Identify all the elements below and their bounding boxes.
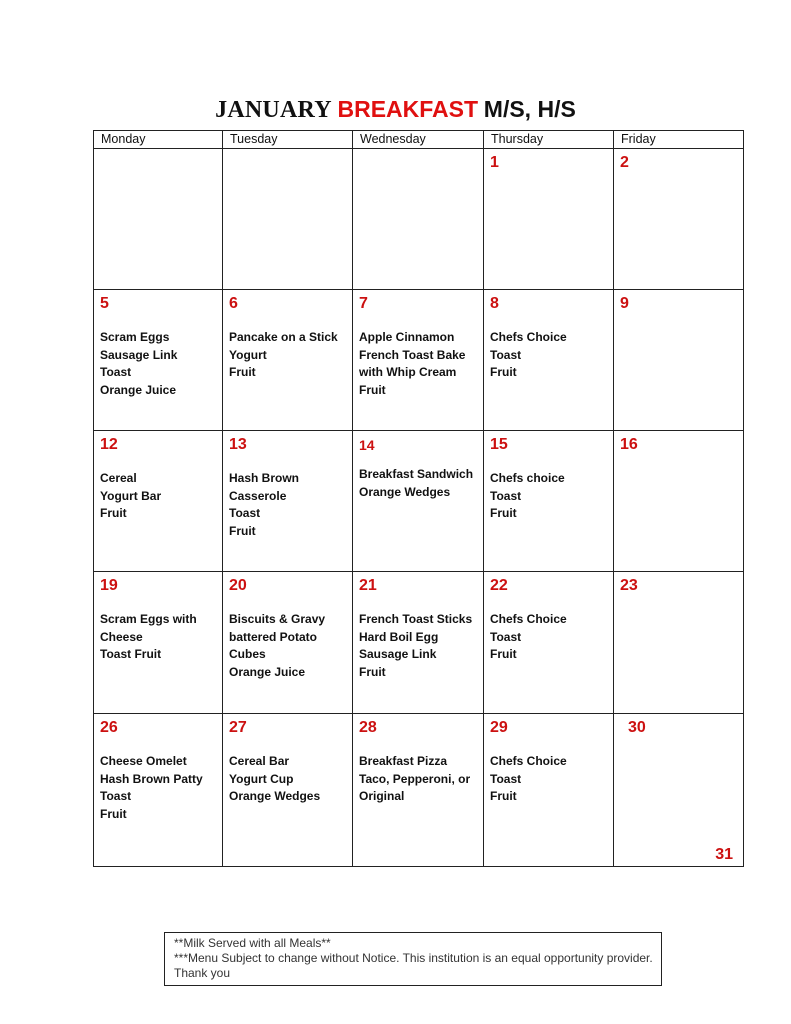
menu-item: Biscuits & Gravy bbox=[229, 612, 326, 626]
weekday-header: Thursday bbox=[484, 131, 614, 149]
day-number: 9 bbox=[620, 295, 629, 312]
day-cell bbox=[614, 290, 744, 431]
day-cell bbox=[484, 572, 614, 714]
menu-item: Hash Brown bbox=[229, 471, 300, 485]
weekday-header: Monday bbox=[94, 131, 223, 149]
week-row bbox=[94, 290, 744, 431]
menu-item: Fruit bbox=[490, 506, 517, 520]
menu-items bbox=[359, 329, 477, 399]
day-cell bbox=[484, 431, 614, 572]
menu-item: Orange Wedges bbox=[229, 789, 321, 803]
menu-item: battered Potato bbox=[229, 629, 318, 644]
menu-items bbox=[359, 466, 477, 501]
day-cell bbox=[484, 149, 614, 290]
menu-item: Yogurt Cup bbox=[229, 771, 294, 786]
menu-items bbox=[229, 329, 346, 382]
week-row bbox=[94, 149, 744, 290]
menu-item: Orange Juice bbox=[100, 382, 177, 397]
menu-item: Chefs Choice bbox=[490, 330, 567, 344]
menu-item: Cubes bbox=[229, 647, 266, 661]
menu-item: Yogurt Bar bbox=[100, 488, 162, 503]
day-cell bbox=[614, 572, 744, 714]
menu-item: Fruit bbox=[229, 365, 256, 379]
menu-items bbox=[359, 753, 477, 806]
menu-item: Fruit bbox=[100, 806, 127, 821]
day-number: 15 bbox=[490, 436, 508, 453]
day-number: 23 bbox=[620, 577, 638, 594]
menu-calendar bbox=[93, 130, 744, 867]
menu-item: Apple Cinnamon bbox=[359, 330, 455, 344]
menu-item: with Whip Cream bbox=[359, 365, 457, 379]
weekday-header: Tuesday bbox=[223, 131, 353, 149]
day-cell bbox=[614, 149, 744, 290]
menu-item: Original bbox=[359, 789, 405, 803]
menu-item: Orange Wedges bbox=[359, 484, 451, 499]
menu-item: Chefs Choice bbox=[490, 612, 567, 626]
day-number: 7 bbox=[359, 295, 368, 312]
menu-item: Toast bbox=[490, 771, 522, 786]
day-number: 29 bbox=[490, 719, 508, 736]
menu-item: Pancake on a Stick bbox=[229, 330, 338, 344]
day-cell bbox=[223, 714, 353, 867]
day-number: 21 bbox=[359, 577, 377, 594]
menu-item: Cereal bbox=[100, 471, 137, 485]
menu-item: Sausage Link bbox=[359, 647, 437, 661]
day-number: 1 bbox=[490, 154, 499, 171]
menu-item: Chefs choice bbox=[490, 471, 565, 485]
menu-items bbox=[100, 329, 216, 399]
menu-item: Scram Eggs with bbox=[100, 612, 197, 626]
day-number-31: 31 bbox=[715, 846, 733, 863]
day-number: 8 bbox=[490, 295, 499, 312]
day-cell bbox=[484, 290, 614, 431]
menu-items bbox=[490, 611, 607, 664]
day-cell bbox=[353, 149, 484, 290]
menu-item: Taco, Pepperoni, or bbox=[359, 771, 471, 786]
menu-item: Toast bbox=[490, 629, 522, 644]
weekday-header-row bbox=[94, 131, 744, 149]
milk-note: **Milk Served with all Meals** bbox=[174, 936, 331, 950]
menu-items bbox=[100, 611, 216, 664]
menu-notes bbox=[164, 932, 662, 986]
day-number: 19 bbox=[100, 577, 118, 594]
day-number: 27 bbox=[229, 719, 247, 736]
day-cell bbox=[353, 431, 484, 572]
menu-item: Breakfast Pizza bbox=[359, 754, 448, 768]
menu-items bbox=[490, 753, 607, 806]
day-cell bbox=[614, 431, 744, 572]
day-cell bbox=[353, 572, 484, 714]
day-cell bbox=[614, 714, 744, 867]
day-cell bbox=[484, 714, 614, 867]
day-number: 20 bbox=[229, 577, 247, 594]
page-title bbox=[0, 96, 791, 124]
menu-item: Toast bbox=[490, 347, 522, 362]
day-number: 28 bbox=[359, 719, 377, 736]
menu-item: Toast bbox=[490, 488, 522, 503]
day-number: 6 bbox=[229, 295, 238, 312]
menu-items bbox=[490, 470, 607, 523]
day-cell bbox=[223, 149, 353, 290]
menu-item: Toast bbox=[229, 506, 261, 520]
day-cell bbox=[94, 431, 223, 572]
day-number: 16 bbox=[620, 436, 638, 453]
day-number: 22 bbox=[490, 577, 508, 594]
menu-item: Fruit bbox=[359, 664, 386, 679]
week-row bbox=[94, 714, 744, 867]
title-month: JANUARY bbox=[215, 97, 332, 123]
menu-item: Casserole bbox=[229, 488, 287, 503]
day-cell bbox=[94, 714, 223, 867]
menu-item: Breakfast Sandwich bbox=[359, 467, 474, 481]
menu-item: Sausage Link bbox=[100, 347, 178, 362]
menu-item: Cheese Omelet bbox=[100, 754, 187, 768]
title-schools: M/S, H/S bbox=[483, 96, 576, 122]
menu-item: Fruit bbox=[359, 382, 386, 397]
menu-items bbox=[100, 470, 216, 523]
day-number: 5 bbox=[100, 295, 109, 312]
weekday-header: Friday bbox=[614, 131, 744, 149]
menu-item: Hard Boil Egg bbox=[359, 629, 439, 644]
menu-items bbox=[229, 611, 346, 681]
day-cell bbox=[353, 714, 484, 867]
day-number: 14 bbox=[359, 437, 375, 453]
menu-item: Cereal Bar bbox=[229, 754, 290, 768]
day-number: 13 bbox=[229, 436, 247, 453]
menu-items bbox=[490, 329, 607, 382]
menu-item: Fruit bbox=[490, 789, 517, 803]
menu-item: Orange Juice bbox=[229, 664, 306, 679]
day-cell bbox=[223, 572, 353, 714]
day-number bbox=[100, 153, 216, 173]
menu-item: Yogurt bbox=[229, 347, 267, 362]
day-cell bbox=[223, 431, 353, 572]
day-cell bbox=[94, 572, 223, 714]
disclaimer-note: ***Menu Subject to change without Notice. This institution is an equal opportunity provider. Thank you bbox=[174, 951, 653, 980]
day-number: 26 bbox=[100, 719, 118, 736]
menu-item: Cheese bbox=[100, 629, 143, 644]
menu-items bbox=[229, 753, 346, 806]
day-number bbox=[359, 153, 477, 173]
menu-item: Fruit bbox=[490, 647, 517, 661]
menu-item: French Toast Bake bbox=[359, 347, 466, 362]
menu-item: Chefs Choice bbox=[490, 754, 567, 768]
day-cell bbox=[353, 290, 484, 431]
day-cell bbox=[94, 149, 223, 290]
week-row bbox=[94, 572, 744, 714]
weekday-header: Wednesday bbox=[353, 131, 484, 149]
menu-item: French Toast Sticks bbox=[359, 612, 473, 626]
day-number: 2 bbox=[620, 154, 629, 171]
menu-items bbox=[229, 470, 346, 540]
menu-items bbox=[100, 753, 216, 823]
menu-item: Toast bbox=[100, 789, 132, 803]
menu-item: Hash Brown Patty bbox=[100, 771, 203, 786]
menu-item: Fruit bbox=[100, 506, 127, 520]
day-number: 30 bbox=[628, 719, 646, 736]
day-cell bbox=[223, 290, 353, 431]
menu-items bbox=[359, 611, 477, 681]
day-number: 12 bbox=[100, 436, 118, 453]
menu-item: Scram Eggs bbox=[100, 330, 170, 344]
menu-item: Fruit bbox=[229, 523, 256, 538]
menu-item: Toast Fruit bbox=[100, 647, 162, 661]
week-row bbox=[94, 431, 744, 572]
day-cell bbox=[94, 290, 223, 431]
menu-item: Fruit bbox=[490, 365, 517, 379]
title-meal: BREAKFAST bbox=[337, 96, 479, 122]
menu-item: Toast bbox=[100, 365, 132, 379]
day-number bbox=[229, 153, 346, 173]
